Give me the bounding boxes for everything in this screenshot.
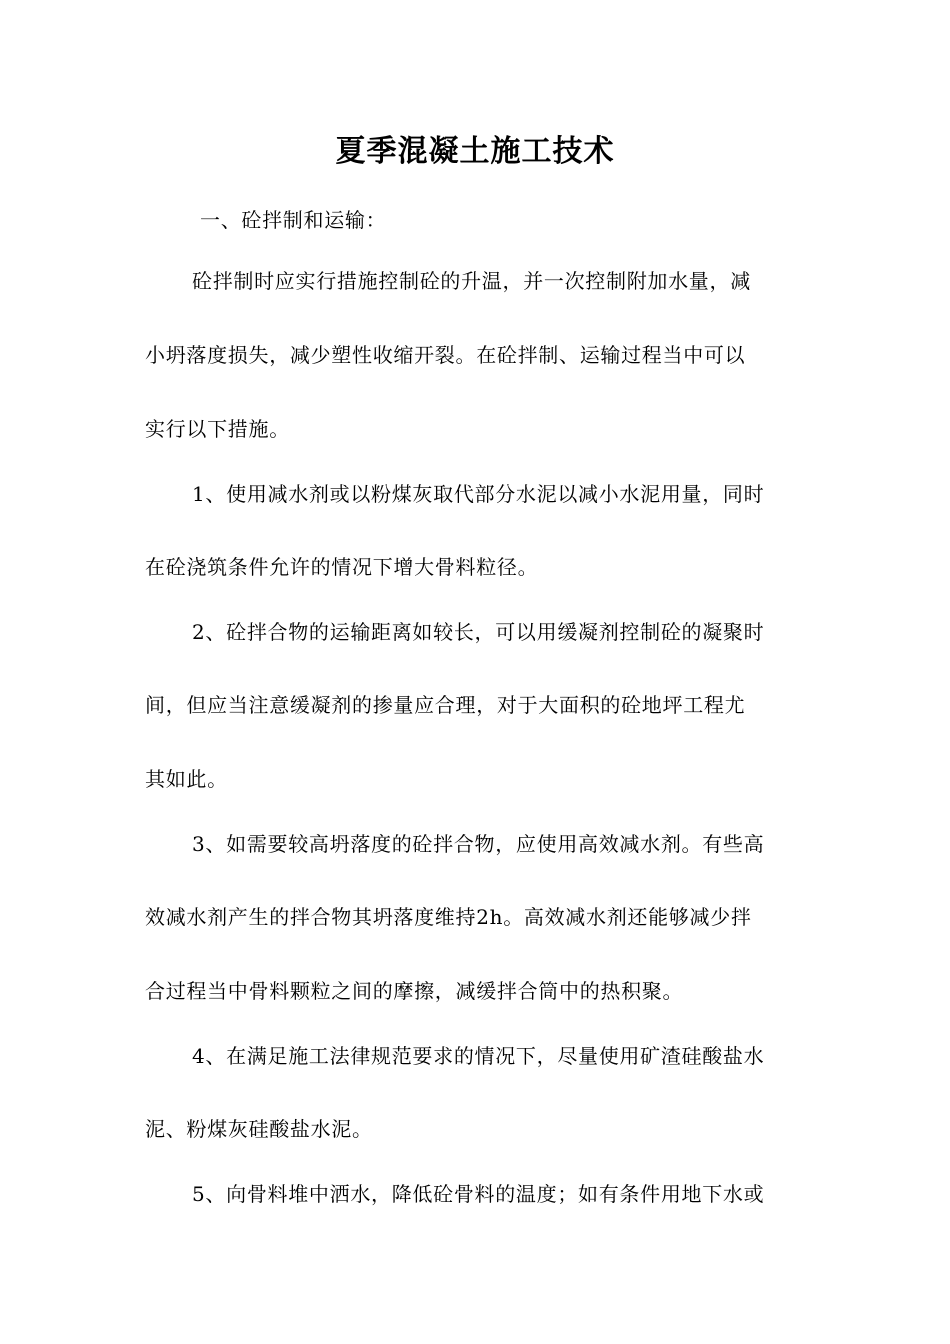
document-title: 夏季混凝土施工技术 (335, 134, 615, 169)
paragraph-line: 效减水剂产生的拌合物其坍落度维持2h。高效减水剂还能够减少拌 (145, 905, 752, 929)
paragraph-line: 5、向骨料堆中洒水，降低砼骨料的温度；如有条件用地下水或 (192, 1182, 765, 1206)
section-heading: 一、砼拌制和运输： (200, 208, 387, 232)
paragraph-line: 泥、粉煤灰硅酸盐水泥。 (145, 1117, 373, 1141)
paragraph-line: 小坍落度损失，减少塑性收缩开裂。在砼拌制、运输过程当中可以 (145, 343, 746, 367)
paragraph-line: 1、使用减水剂或以粉煤灰取代部分水泥以减小水泥用量，同时 (192, 482, 765, 506)
paragraph-line: 在砼浇筑条件允许的情况下增大骨料粒径。 (145, 555, 539, 579)
paragraph-line: 合过程当中骨料颗粒之间的摩擦，减缓拌合筒中的热积聚。 (145, 979, 684, 1003)
paragraph-line: 其如此。 (145, 767, 228, 791)
paragraph-line: 砼拌制时应实行措施控制砼的升温，并一次控制附加水量，减 (192, 269, 751, 293)
paragraph-line: 2、砼拌合物的运输距离如较长，可以用缓凝剂控制砼的凝聚时 (192, 620, 765, 644)
paragraph-line: 间，但应当注意缓凝剂的掺量应合理，对于大面积的砼地坪工程尤 (145, 693, 746, 717)
paragraph-line: 实行以下措施。 (145, 417, 290, 441)
paragraph-line: 3、如需要较高坍落度的砼拌合物，应使用高效减水剂。有些高 (192, 832, 765, 856)
paragraph-line: 4、在满足施工法律规范要求的情况下，尽量使用矿渣硅酸盐水 (192, 1044, 765, 1068)
